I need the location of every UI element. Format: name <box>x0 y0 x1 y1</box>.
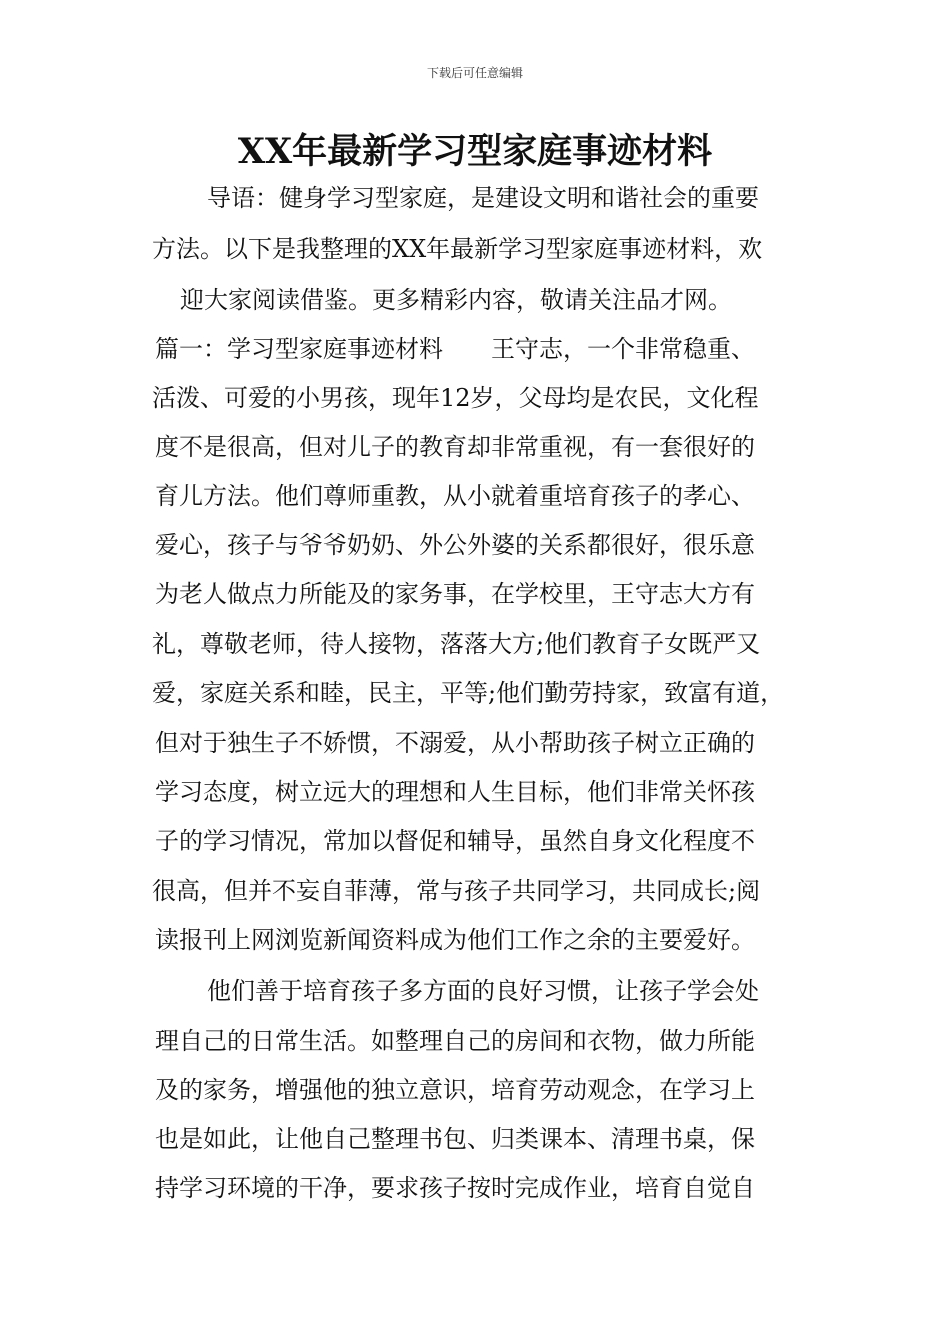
body-line: 礼，尊敬老师，待人接物，落落大方;他们教育子女既严又 <box>152 630 761 658</box>
body-line: 为老人做点力所能及的家务事，在学校里，王守志大方有 <box>155 580 755 608</box>
body-line: 持学习环境的干净，要求孩子按时完成作业，培育自觉自 <box>155 1174 755 1202</box>
body-line: 学习态度，树立远大的理想和人生目标，他们非常关怀孩 <box>155 778 755 806</box>
body-line: 子的学习情况，常加以督促和辅导，虽然自身文化程度不 <box>155 827 755 855</box>
document-title: XX年最新学习型家庭事迹材料 <box>237 131 713 172</box>
body-line: 理自己的日常生活。如整理自己的房间和衣物，做力所能 <box>155 1027 755 1055</box>
body-line: 活泼、可爱的小男孩，现年12岁，父母均是农民，文化程 <box>152 384 759 412</box>
body-line: 及的家务，增强他的独立意识，培育劳动观念，在学习上 <box>155 1076 755 1104</box>
body-line: 篇一：学习型家庭事迹材料 王守志，一个非常稳重、 <box>155 335 755 363</box>
body-line: 也是如此，让他自己整理书包、归类课本、清理书桌，保 <box>155 1125 755 1153</box>
body-line: 他们善于培育孩子多方面的良好习惯，让孩子学会处 <box>207 977 759 1005</box>
page-header-note: 下载后可任意编辑 <box>426 66 523 80</box>
body-line: 迎大家阅读借鉴。更多精彩内容，敬请关注品才网。 <box>180 286 732 314</box>
body-line: 爱心，孩子与爷爷奶奶、外公外婆的关系都很好，很乐意 <box>155 531 755 559</box>
body-line: 很高，但并不妄自菲薄，常与孩子共同学习，共同成长;阅 <box>152 877 761 905</box>
body-line: 方法。以下是我整理的XX年最新学习型家庭事迹材料，欢 <box>152 235 763 263</box>
body-line: 读报刊上网浏览新闻资料成为他们工作之余的主要爱好。 <box>155 926 755 954</box>
body-line: 但对于独生子不娇惯，不溺爱，从小帮助孩子树立正确的 <box>155 729 755 757</box>
body-line: 导语：健身学习型家庭，是建设文明和谐社会的重要 <box>207 184 759 212</box>
body-line: 育儿方法。他们尊师重教，从小就着重培育孩子的孝心、 <box>155 482 755 510</box>
body-line: 度不是很高，但对儿子的教育却非常重视，有一套很好的 <box>155 433 755 461</box>
body-line: 爱，家庭关系和睦，民主，平等;他们勤劳持家，致富有道， <box>152 679 785 707</box>
